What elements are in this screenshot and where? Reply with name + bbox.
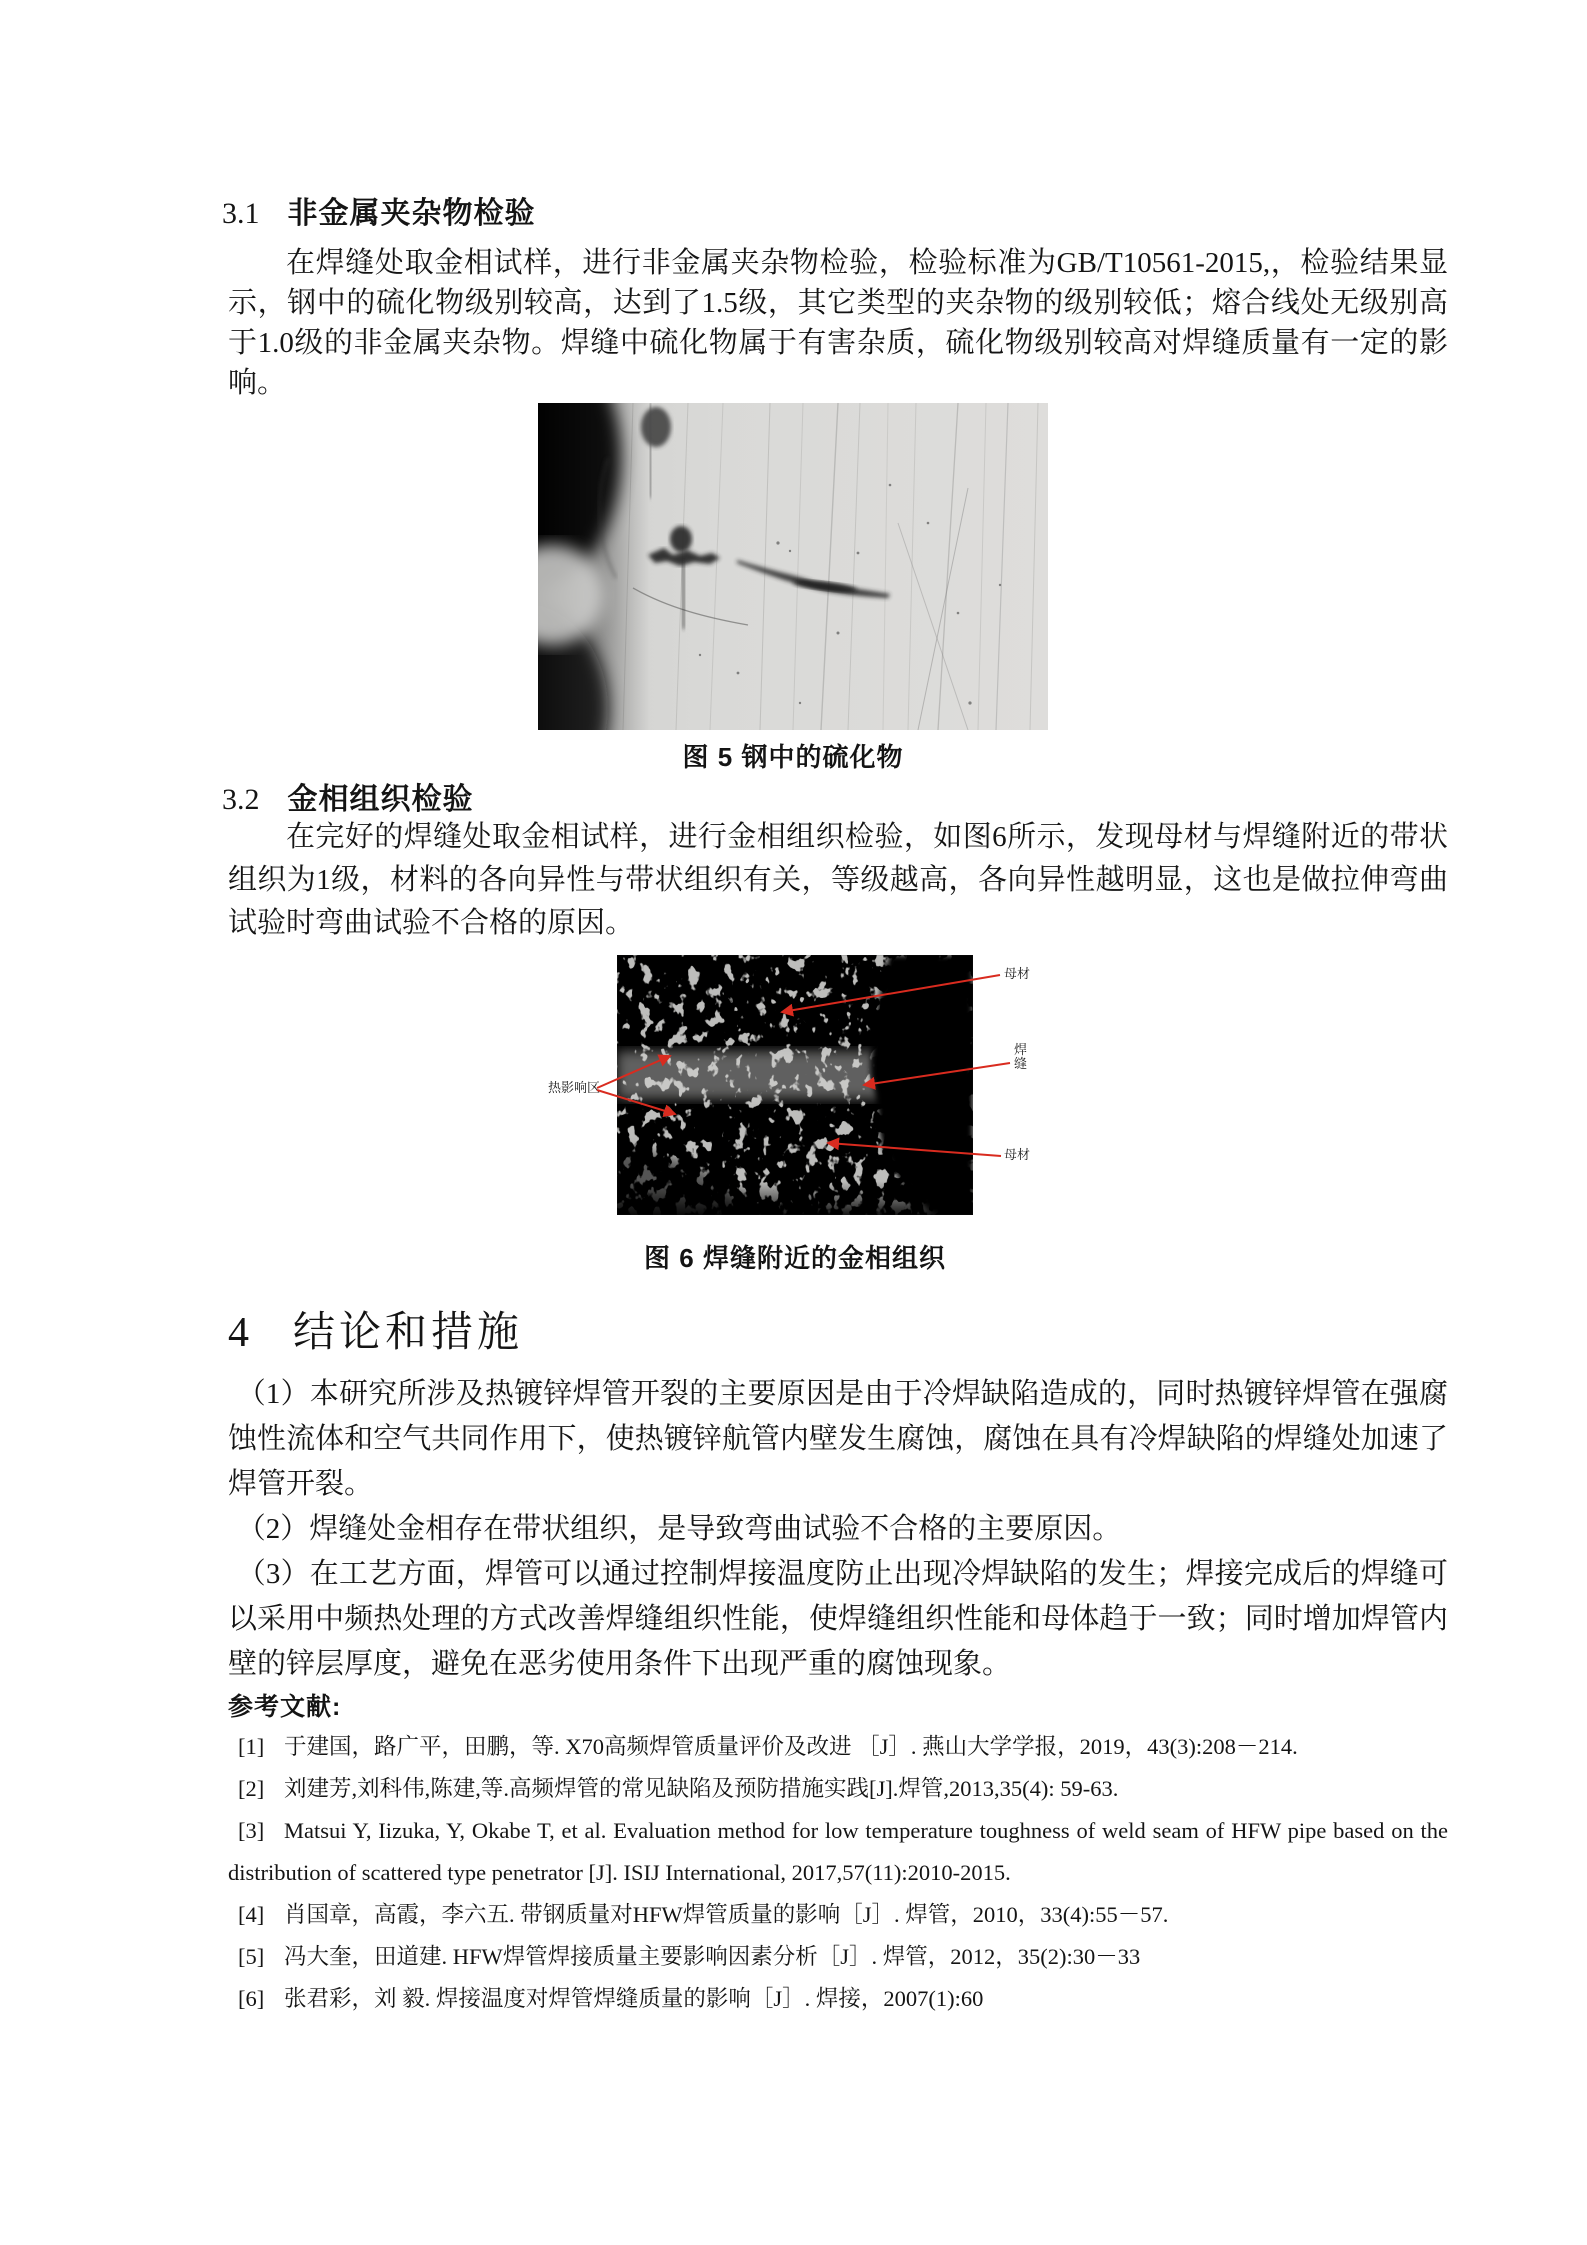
reference-item: [228, 1768, 1448, 1810]
conclusion-item-2: （2）焊缝处金相存在带状组织，是导致弯曲试验不合格的主要原因。: [236, 1513, 1122, 1545]
paragraph-metallographic-test: 在完好的焊缝处取金相试样，进行金相组织检验，如图6所示，发现母材与焊缝附近的带状组织为1级，材料的各向异性与带状组织有关，等级越高，各向异性越明显，这也是做拉伸弯曲试验时弯曲试验不合格的原因。: [228, 821, 1448, 939]
reference-marker: [3]: [238, 1818, 265, 1843]
paragraph-inclusion-test: 在焊缝处取金相试样，进行非金属夹杂物检验，检验标准为GB/T10561-2015,，检验结果显示，钢中的硫化物级别较高，达到了1.5级，其它类型的夹杂物的级别较低；熔合线处无级别高于1.0级的非金属夹杂物。焊缝中硫化物属于有害杂质，硫化物级别较高对焊缝质量有一定的影响。: [228, 247, 1448, 399]
reference-marker: [4]: [238, 1902, 265, 1927]
section-heading-3-2: [222, 782, 1442, 818]
reference-marker: [1]: [238, 1734, 265, 1759]
reference-text: 张君彩，刘 毅. 焊接温度对焊管焊缝质量的影响［J］. 焊接，2007(1):60: [284, 1986, 984, 2011]
figure6-annotated: [430, 955, 1100, 1215]
reference-item: [228, 1978, 1448, 2020]
reference-text: Matsui Y, Iizuka, Y, Okabe T, et al. Evaluation method for low temperature toughness of weld seam of HFW pipe based on the distribution of scattered type penetrator [J]. ISIJ International, 2017,57(11):2010-2015.: [228, 1818, 1448, 1885]
conclusion-item-1: （1）本研究所涉及热镀锌焊管开裂的主要原因是由于冷焊缺陷造成的，同时热镀锌焊管在强腐蚀性流体和空气共同作用下，使热镀锌航管内壁发生腐蚀，腐蚀在具有冷焊缺陷的焊缝处加速了焊管开裂。: [228, 1378, 1448, 1500]
section-heading-3-1: [222, 196, 1442, 232]
section-heading-4: [228, 1308, 1448, 1358]
section-title: 金相组织检验: [287, 783, 474, 816]
figure5-caption: 图 5 钢中的硫化物: [682, 742, 904, 772]
reference-marker: [2]: [238, 1776, 265, 1801]
section-number: 3.1: [222, 197, 260, 230]
figure6-caption: 图 6 焊缝附近的金相组织: [644, 1243, 946, 1273]
reference-marker: [6]: [238, 1986, 265, 2011]
references-heading: 参考文献:: [228, 1693, 342, 1721]
reference-item: [228, 1936, 1448, 1978]
reference-text: 刘建芳,刘科伟,陈建,等.高频焊管的常见缺陷及预防措施实践[J].焊管,2013,35(4): 59-63.: [284, 1776, 1119, 1801]
figure6-arrows: [430, 955, 1100, 1215]
reference-item: [228, 1894, 1448, 1936]
reference-text: 于建国，路广平，田鹏，等. X70高频焊管质量评价及改进 ［J］. 燕山大学学报，2019，43(3):208－214.: [284, 1734, 1298, 1759]
reference-item: [228, 1726, 1448, 1768]
reference-item: [228, 1810, 1448, 1894]
figure5-image: [538, 403, 1048, 730]
figure6-label-haz: 热影响区: [548, 1080, 601, 1095]
reference-text: 冯大奎，田道建. HFW焊管焊接质量主要影响因素分析［J］. 焊管，2012，35(2):30－33: [284, 1944, 1141, 1969]
section-number: 4: [228, 1310, 249, 1356]
figure6-label-base-metal-top: 母材: [1004, 966, 1031, 981]
figure6-label-weld-seam: 焊缝: [1014, 1042, 1028, 1071]
conclusions-block: [228, 1372, 1448, 1687]
reference-text: 肖国章，高霞，李六五. 带钢质量对HFW焊管质量的影响［J］. 焊管，2010，33(4):55－57.: [284, 1902, 1169, 1927]
figure5-micrograph: [538, 403, 1048, 730]
conclusion-item-3: （3）在工艺方面，焊管可以通过控制焊接温度防止出现冷焊缺陷的发生；焊接完成后的焊缝可以采用中频热处理的方式改善焊缝组织性能，使焊缝组织性能和母体趋于一致；同时增加焊管内壁的锌层厚度，避免在恶劣使用条件下出现严重的腐蚀现象。: [228, 1558, 1448, 1680]
section-title: 非金属夹杂物检验: [287, 197, 536, 230]
reference-marker: [5]: [238, 1944, 265, 1969]
section-number: 3.2: [222, 783, 260, 816]
references-list: [228, 1726, 1448, 2020]
section-title: 结论和措施: [293, 1310, 524, 1356]
figure6-label-base-metal-bottom: 母材: [1004, 1147, 1031, 1162]
